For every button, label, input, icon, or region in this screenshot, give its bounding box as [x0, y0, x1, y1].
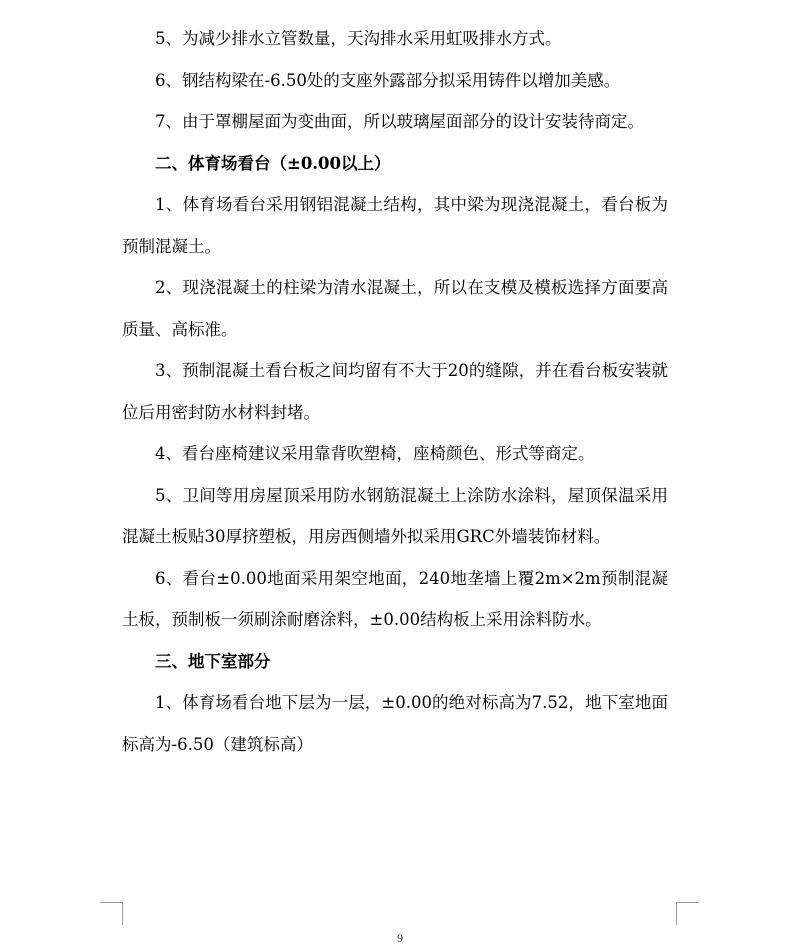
paragraph-stands-2: 2、现浇混凝土的柱梁为清水混凝土，所以在支模及模板选择方面要高质量、高标准。 — [122, 278, 668, 339]
page-number: 9 — [396, 934, 404, 945]
section-heading-basement: 三、地下室部分 — [155, 651, 271, 671]
document-body — [122, 18, 668, 765]
paragraph-item-5-siphon-drainage: 5、为减少排水立管数量，天沟排水采用虹吸排水方式。 — [155, 29, 562, 48]
paragraph-stands-6: 6、看台±0.00地面采用架空地面，240地垄墙上覆2m×2m预制混凝土板，预制板一须刷涂耐磨涂料，±0.00结构板上采用涂料防水。 — [122, 568, 668, 629]
paragraph-stands-1: 1、体育场看台采用钢铝混凝土结构，其中梁为现浇混凝土，看台板为预制混凝土。 — [122, 195, 668, 256]
paragraph-item-6-steel-beam-support: 6、钢结构梁在-6.50处的支座外露部分拟采用铸件以增加美感。 — [155, 70, 621, 90]
margin-corner-mark-left — [100, 902, 123, 925]
paragraph-item-7-glass-roof: 7、由于罩棚屋面为变曲面，所以玻璃屋面部分的设计安装待商定。 — [155, 112, 644, 131]
paragraph-basement-1: 1、体育场看台地下层为一层，±0.00的绝对标高为7.52，地下室地面标高为-6.50（建筑标高） — [122, 693, 668, 754]
paragraph-stands-5: 5、卫间等用房屋顶采用防水钢筋混凝土上涂防水涂料，屋顶保温采用混凝土板贴30厚挤塑板，用房西侧墙外拟采用GRC外墙装饰材料。 — [122, 485, 668, 546]
paragraph-stands-4: 4、看台座椅建议采用靠背吹塑椅，座椅颜色、形式等商定。 — [155, 444, 595, 463]
paragraph-stands-3: 3、预制混凝土看台板之间均留有不大于20的缝隙，并在看台板安装就位后用密封防水材料封堵。 — [122, 361, 668, 422]
margin-corner-mark-right — [676, 902, 699, 925]
section-heading-stands: 二、体育场看台（±0.00以上） — [155, 153, 391, 173]
